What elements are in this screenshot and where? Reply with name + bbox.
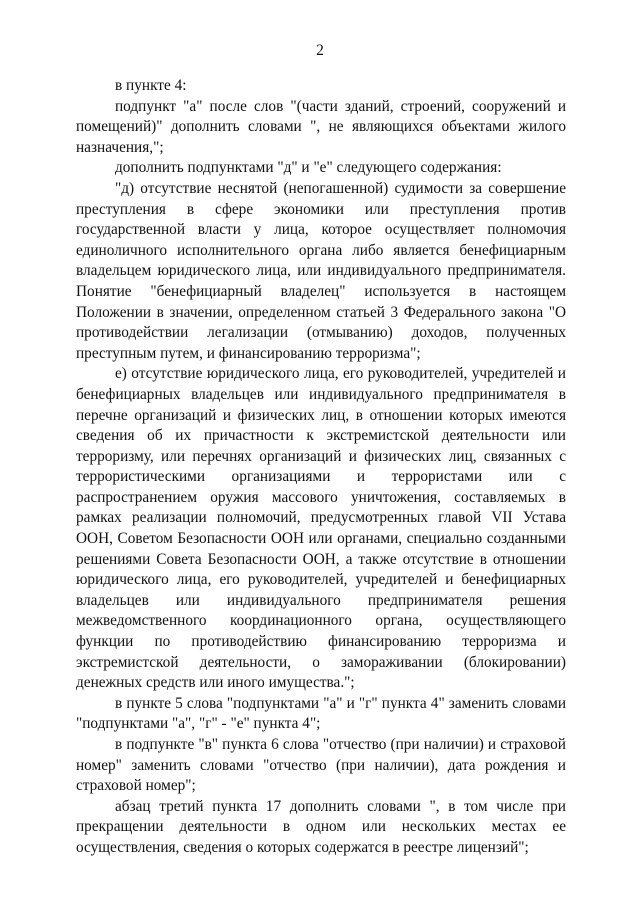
paragraph-subpoint-d: "д) отсутствие неснятой (непогашенной) судимости за совершение преступления в сфере экономики или преступления против государственной власти у лица, которое осуществляет полномочия единоличного исполнительного органа либо является бенефициарным владельцем юридического лица, или индивидуального предпринимателя. Понятие "бенефициарный владелец" используется в настоящем Положении в значении, определенном статьей 3 Федерального закона "О противодействии легализации (отмыванию) доходов, полученных преступным путем, и финансированию терроризма"; [76,179,566,362]
paragraph-add-subpoints: дополнить подпунктами "д" и "е" следующего содержания: [115,159,502,177]
paragraph-item-4: в пункте 4: [115,77,187,94]
paragraph-item-6: в подпункте "в" пункта 6 слова "отчество (при наличии) и страховой номер" заменить словами "отчество (при наличии), дата рождения и страховой номер"; [76,736,566,795]
document-body [76,76,566,859]
paragraph-item-5: в пункте 5 слова "подпунктами "а" и "г" пункта 4" заменить словами "подпунктами "а", "г" - "е" пункта 4"; [76,694,566,733]
paragraph-item-17: абзац третий пункта 17 дополнить словами ", в том числе при прекращении деятельности в одном или нескольких местах ее осуществления, сведения о которых содержатся в реестре лицензий"; [76,797,566,856]
page-number: 2 [316,42,324,59]
paragraph-subpoint-a: подпункт "а" после слов "(части зданий, строений, сооружений и помещений)" дополнить словами ", не являющихся объектами жилого назначения,"; [76,97,566,156]
paragraph-subpoint-e: е) отсутствие юридического лица, его руководителей, учредителей и бенефициарных владельцев или индивидуального предпринимателя в перечне организаций и физических лиц, в отношении которых имеются сведения об их причастности к экстремистской деятельности или терроризму, или перечнях организаций и физических лиц, связанных с террористическими организациями и террористами или с распространением оружия массового уничтожения, составляемых в рамках реализации полномочий, предусмотренных главой VII Устава ООН, Советом Безопасности ООН или органами, специально созданными решениями Совета Безопасности ООН, а также отсутствие в отношении юридического лица, его руководителей, учредителей и бенефициарных владельцев или индивидуального предпринимателя решения межведомственного координационного органа, осуществляющего функции по противодействию финансированию терроризма и экстремистской деятельности, о замораживании (блокировании) денежных средств или иного имущества."; [76,365,566,692]
